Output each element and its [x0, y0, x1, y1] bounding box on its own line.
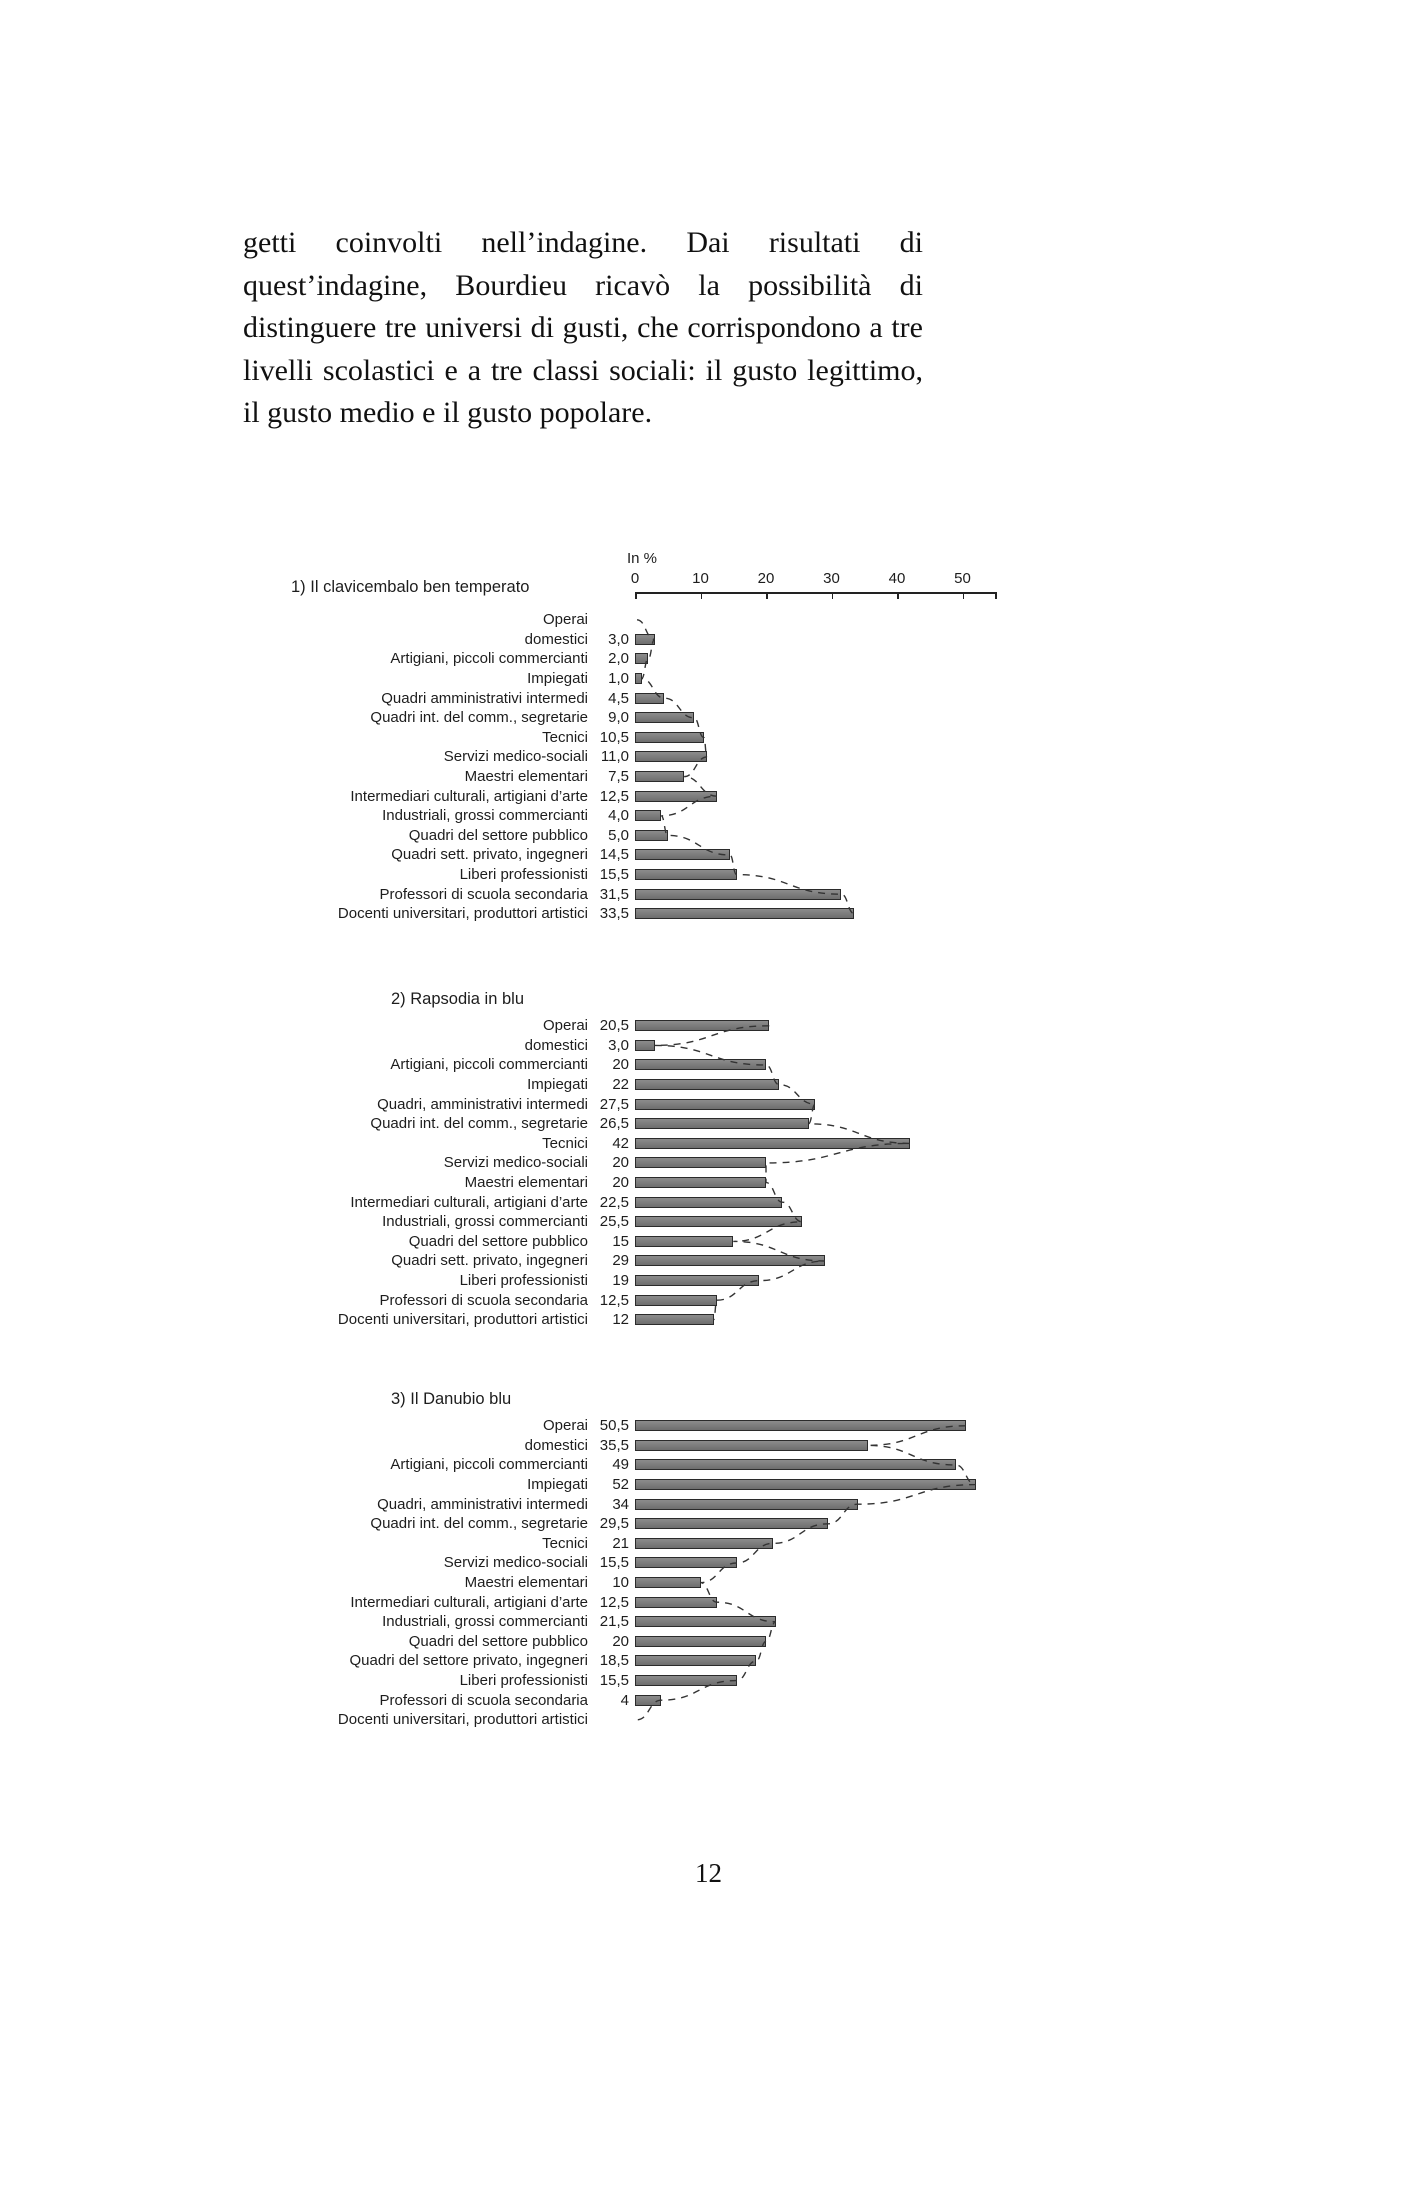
value-label: 14,5: [599, 846, 629, 864]
bar: [635, 1636, 766, 1647]
chart-row: [243, 1632, 1173, 1652]
chart-row: [243, 1455, 1173, 1475]
value-label: 20: [612, 1632, 629, 1650]
category-label: Artigiani, piccoli commercianti: [390, 1456, 588, 1474]
bar: [635, 1314, 714, 1325]
axis-tick-label: 50: [954, 570, 971, 587]
category-label: Quadri sett. privato, ingegneri: [391, 1252, 588, 1270]
category-label: domestici: [524, 630, 588, 648]
bar: [635, 673, 642, 684]
chart-row: [243, 747, 1173, 767]
category-label: Operai: [542, 1417, 588, 1435]
chart-row: [243, 1173, 1173, 1193]
page-number: 12: [695, 1858, 722, 1888]
bar: [635, 1157, 766, 1168]
category-label: Artigiani, piccoli commercianti: [390, 650, 588, 668]
category-label: Professori di scuola secondaria: [379, 885, 588, 903]
chart-row: [243, 1134, 1173, 1154]
axis-tick: [832, 592, 834, 599]
chart-row: [243, 806, 1173, 826]
value-label: 1,0: [608, 670, 629, 688]
chart-row: [243, 1494, 1173, 1514]
chart-row: [243, 1094, 1173, 1114]
category-label: Docenti universitari, produttori artistici: [337, 1711, 588, 1729]
page-body-text: [243, 222, 923, 435]
bar: [635, 889, 841, 900]
chart-row: [243, 1436, 1173, 1456]
bar: [635, 791, 717, 802]
value-label: 18,5: [599, 1652, 629, 1670]
chart-row: [243, 1612, 1173, 1632]
bar: [635, 712, 694, 723]
chart-row: [243, 1592, 1173, 1612]
value-label: 3,0: [608, 630, 629, 648]
category-label: Operai: [542, 611, 588, 629]
chart-title: 1) Il clavicembalo ben temperato: [291, 578, 530, 596]
category-label: Quadri int. del comm., segretarie: [370, 1115, 588, 1133]
chart-row: [243, 1534, 1173, 1554]
value-label: 26,5: [599, 1115, 629, 1133]
value-label: 42: [612, 1134, 629, 1152]
chart-row: [243, 1416, 1173, 1436]
chart-row: [243, 1671, 1173, 1691]
axis-tick: [963, 592, 965, 599]
bar: [635, 1597, 717, 1608]
value-label: 25,5: [599, 1213, 629, 1231]
chart-title: 2) Rapsodia in blu: [391, 990, 524, 1008]
bar: [635, 1197, 782, 1208]
category-label: Liberi professionisti: [459, 1272, 588, 1290]
category-label: Quadri amministrativi intermedi: [381, 689, 588, 707]
axis-tick: [766, 592, 768, 599]
chart-row: [243, 669, 1173, 689]
chart-row: [243, 1075, 1173, 1095]
category-label: Impiegati: [527, 1076, 588, 1094]
chart-row: [243, 826, 1173, 846]
bar: [635, 810, 661, 821]
value-label: 22,5: [599, 1193, 629, 1211]
value-label: 29: [612, 1252, 629, 1270]
value-label: 4,5: [608, 689, 629, 707]
category-label: Docenti universitari, produttori artistici: [337, 905, 588, 923]
axis-line: [635, 592, 995, 594]
bar: [635, 1479, 976, 1490]
bar: [635, 1177, 766, 1188]
category-label: Tecnici: [542, 1534, 588, 1552]
bar: [635, 1099, 815, 1110]
category-label: Artigiani, piccoli commercianti: [390, 1056, 588, 1074]
category-label: Servizi medico-sociali: [443, 1154, 588, 1172]
chart-row: [243, 1651, 1173, 1671]
chart-row: [243, 1055, 1173, 1075]
category-label: Quadri del settore pubblico: [408, 1232, 588, 1250]
bar: [635, 849, 730, 860]
value-label: 2,0: [608, 650, 629, 668]
value-label: 12,5: [599, 1593, 629, 1611]
bar: [635, 1538, 773, 1549]
chart-rows: [243, 1016, 1173, 1330]
bar: [635, 1079, 779, 1090]
category-label: Quadri int. del comm., segretarie: [370, 709, 588, 727]
chart-row: [243, 786, 1173, 806]
category-label: Servizi medico-sociali: [443, 748, 588, 766]
value-label: 35,5: [599, 1436, 629, 1454]
value-label: 49: [612, 1456, 629, 1474]
value-label: 15,5: [599, 1672, 629, 1690]
bar: [635, 908, 854, 919]
bar: [635, 1577, 701, 1588]
value-label: 12,5: [599, 1291, 629, 1309]
bar: [635, 1459, 956, 1470]
category-label: Professori di scuola secondaria: [379, 1691, 588, 1709]
chart-row: [243, 845, 1173, 865]
axis-tick: [635, 592, 637, 599]
chart-title: 3) Il Danubio blu: [391, 1390, 512, 1408]
bar: [635, 1695, 661, 1706]
value-label: 21,5: [599, 1613, 629, 1631]
bar: [635, 869, 737, 880]
category-label: domestici: [524, 1436, 588, 1454]
bar: [635, 1138, 910, 1149]
chart-row: [243, 728, 1173, 748]
bar: [635, 653, 648, 664]
value-label: 10,5: [599, 728, 629, 746]
bar: [635, 830, 668, 841]
category-label: domestici: [524, 1036, 588, 1054]
category-label: Liberi professionisti: [459, 1672, 588, 1690]
chart-row: [243, 904, 1173, 924]
chart-rows: [243, 1416, 1173, 1730]
chart-row: [243, 1016, 1173, 1036]
category-label: Docenti universitari, produttori artistici: [337, 1311, 588, 1329]
axis-tick: [897, 592, 899, 599]
chart-row: [243, 1475, 1173, 1495]
chart-row: [243, 1310, 1173, 1330]
category-label: Industriali, grossi commercianti: [382, 1213, 588, 1231]
bar: [635, 1059, 766, 1070]
category-label: Quadri del settore privato, ingegneri: [349, 1652, 588, 1670]
category-label: Quadri del settore pubblico: [408, 826, 588, 844]
bar: [635, 1675, 737, 1686]
category-label: Industriali, grossi commercianti: [382, 1613, 588, 1631]
chart-row: [243, 708, 1173, 728]
category-label: Quadri, amministrativi intermedi: [377, 1495, 588, 1513]
category-label: Intermediari culturali, artigiani d’arte: [350, 787, 588, 805]
chart-1: [243, 550, 1173, 934]
body-paragraph: getti coinvolti nell’indagine. Dai risultati di quest’indagine, Bourdieu ricavò la possibilità di distinguere tre universi di gusti, che corrispondono a tre livelli scolastici e a tre classi sociali: il gusto legittimo, il gusto medio e il gusto popolare.: [243, 226, 923, 430]
axis-unit-label: In %: [627, 550, 658, 567]
bar: [635, 1216, 802, 1227]
category-label: Maestri elementari: [464, 1174, 588, 1192]
chart-row: [243, 1514, 1173, 1534]
bar: [635, 1518, 828, 1529]
value-label: 52: [612, 1476, 629, 1494]
bar: [635, 1040, 655, 1051]
bar: [635, 1616, 776, 1627]
category-label: Maestri elementari: [464, 1574, 588, 1592]
value-label: 50,5: [599, 1417, 629, 1435]
chart-row: [243, 1036, 1173, 1056]
value-label: 33,5: [599, 905, 629, 923]
chart-row: [243, 1271, 1173, 1291]
value-label: 15: [612, 1232, 629, 1250]
value-label: 31,5: [599, 885, 629, 903]
chart-3: [243, 1390, 1173, 1764]
chart-row: [243, 884, 1173, 904]
value-label: 15,5: [599, 1554, 629, 1572]
category-label: Liberi professionisti: [459, 866, 588, 884]
bar: [635, 1295, 717, 1306]
bar: [635, 1255, 825, 1266]
value-label: 5,0: [608, 826, 629, 844]
category-label: Quadri sett. privato, ingegneri: [391, 846, 588, 864]
chart-row: [243, 1573, 1173, 1593]
value-label: 4: [620, 1691, 629, 1709]
value-label: 12: [612, 1311, 629, 1329]
value-label: 22: [612, 1076, 629, 1094]
chart-row: [243, 1290, 1173, 1310]
bar: [635, 634, 655, 645]
chart-row: [243, 1232, 1173, 1252]
value-label: 7,5: [608, 768, 629, 786]
chart-row: [243, 649, 1173, 669]
category-label: Quadri del settore pubblico: [408, 1632, 588, 1650]
value-label: 10: [612, 1574, 629, 1592]
axis-tick: [701, 592, 703, 599]
bar: [635, 1118, 809, 1129]
value-label: 4,0: [608, 807, 629, 825]
value-label: 3,0: [608, 1036, 629, 1054]
chart-row: [243, 865, 1173, 885]
value-label: 9,0: [608, 709, 629, 727]
bar: [635, 1020, 769, 1031]
category-label: Impiegati: [527, 670, 588, 688]
value-label: 15,5: [599, 866, 629, 884]
chart-row: [243, 767, 1173, 787]
bar: [635, 1557, 737, 1568]
value-label: 21: [612, 1534, 629, 1552]
value-label: 12,5: [599, 787, 629, 805]
chart-row: [243, 1114, 1173, 1134]
axis-tick-label: 10: [692, 570, 709, 587]
bar: [635, 751, 707, 762]
chart-row: [243, 1251, 1173, 1271]
bar: [635, 1655, 756, 1666]
category-label: Quadri, amministrativi intermedi: [377, 1095, 588, 1113]
value-label: 20: [612, 1174, 629, 1192]
chart-rows: [243, 610, 1173, 924]
bar: [635, 1275, 759, 1286]
value-label: 20,5: [599, 1017, 629, 1035]
chart-2: [243, 990, 1173, 1364]
bar: [635, 1236, 733, 1247]
category-label: Servizi medico-sociali: [443, 1554, 588, 1572]
chart-row: [243, 1710, 1173, 1730]
figure-charts: [243, 550, 1173, 1810]
chart-row: [243, 1212, 1173, 1232]
axis-tick-label: 0: [630, 570, 640, 587]
category-label: Industriali, grossi commercianti: [382, 807, 588, 825]
value-label: 11,0: [600, 748, 629, 766]
category-label: Quadri int. del comm., segretarie: [370, 1515, 588, 1533]
value-label: 19: [612, 1272, 629, 1290]
category-label: Tecnici: [542, 728, 588, 746]
chart-row: [243, 630, 1173, 650]
category-label: Impiegati: [527, 1476, 588, 1494]
category-label: Professori di scuola secondaria: [379, 1291, 588, 1309]
bar: [635, 732, 704, 743]
bar: [635, 1499, 858, 1510]
category-label: Intermediari culturali, artigiani d’arte: [350, 1193, 588, 1211]
value-label: 27,5: [599, 1095, 629, 1113]
bar: [635, 1440, 868, 1451]
value-label: 29,5: [599, 1515, 629, 1533]
axis-tick: [995, 592, 997, 599]
value-label: 20: [612, 1056, 629, 1074]
axis-tick-label: 40: [888, 570, 906, 587]
axis-tick-label: 30: [823, 570, 840, 587]
x-axis: [630, 570, 995, 596]
axis-tick-label: 20: [757, 570, 775, 587]
category-label: Operai: [542, 1017, 588, 1035]
bar: [635, 1420, 966, 1431]
chart-row: [243, 1153, 1173, 1173]
category-label: Tecnici: [542, 1134, 588, 1152]
value-label: 34: [612, 1495, 629, 1513]
chart-row: [243, 1553, 1173, 1573]
chart-row: [243, 1690, 1173, 1710]
category-label: Intermediari culturali, artigiani d’arte: [350, 1593, 588, 1611]
value-label: 20: [612, 1154, 629, 1172]
chart-row: [243, 1192, 1173, 1212]
chart-row: [243, 610, 1173, 630]
bar: [635, 693, 664, 704]
category-label: Maestri elementari: [464, 768, 588, 786]
bar: [635, 771, 684, 782]
chart-row: [243, 688, 1173, 708]
